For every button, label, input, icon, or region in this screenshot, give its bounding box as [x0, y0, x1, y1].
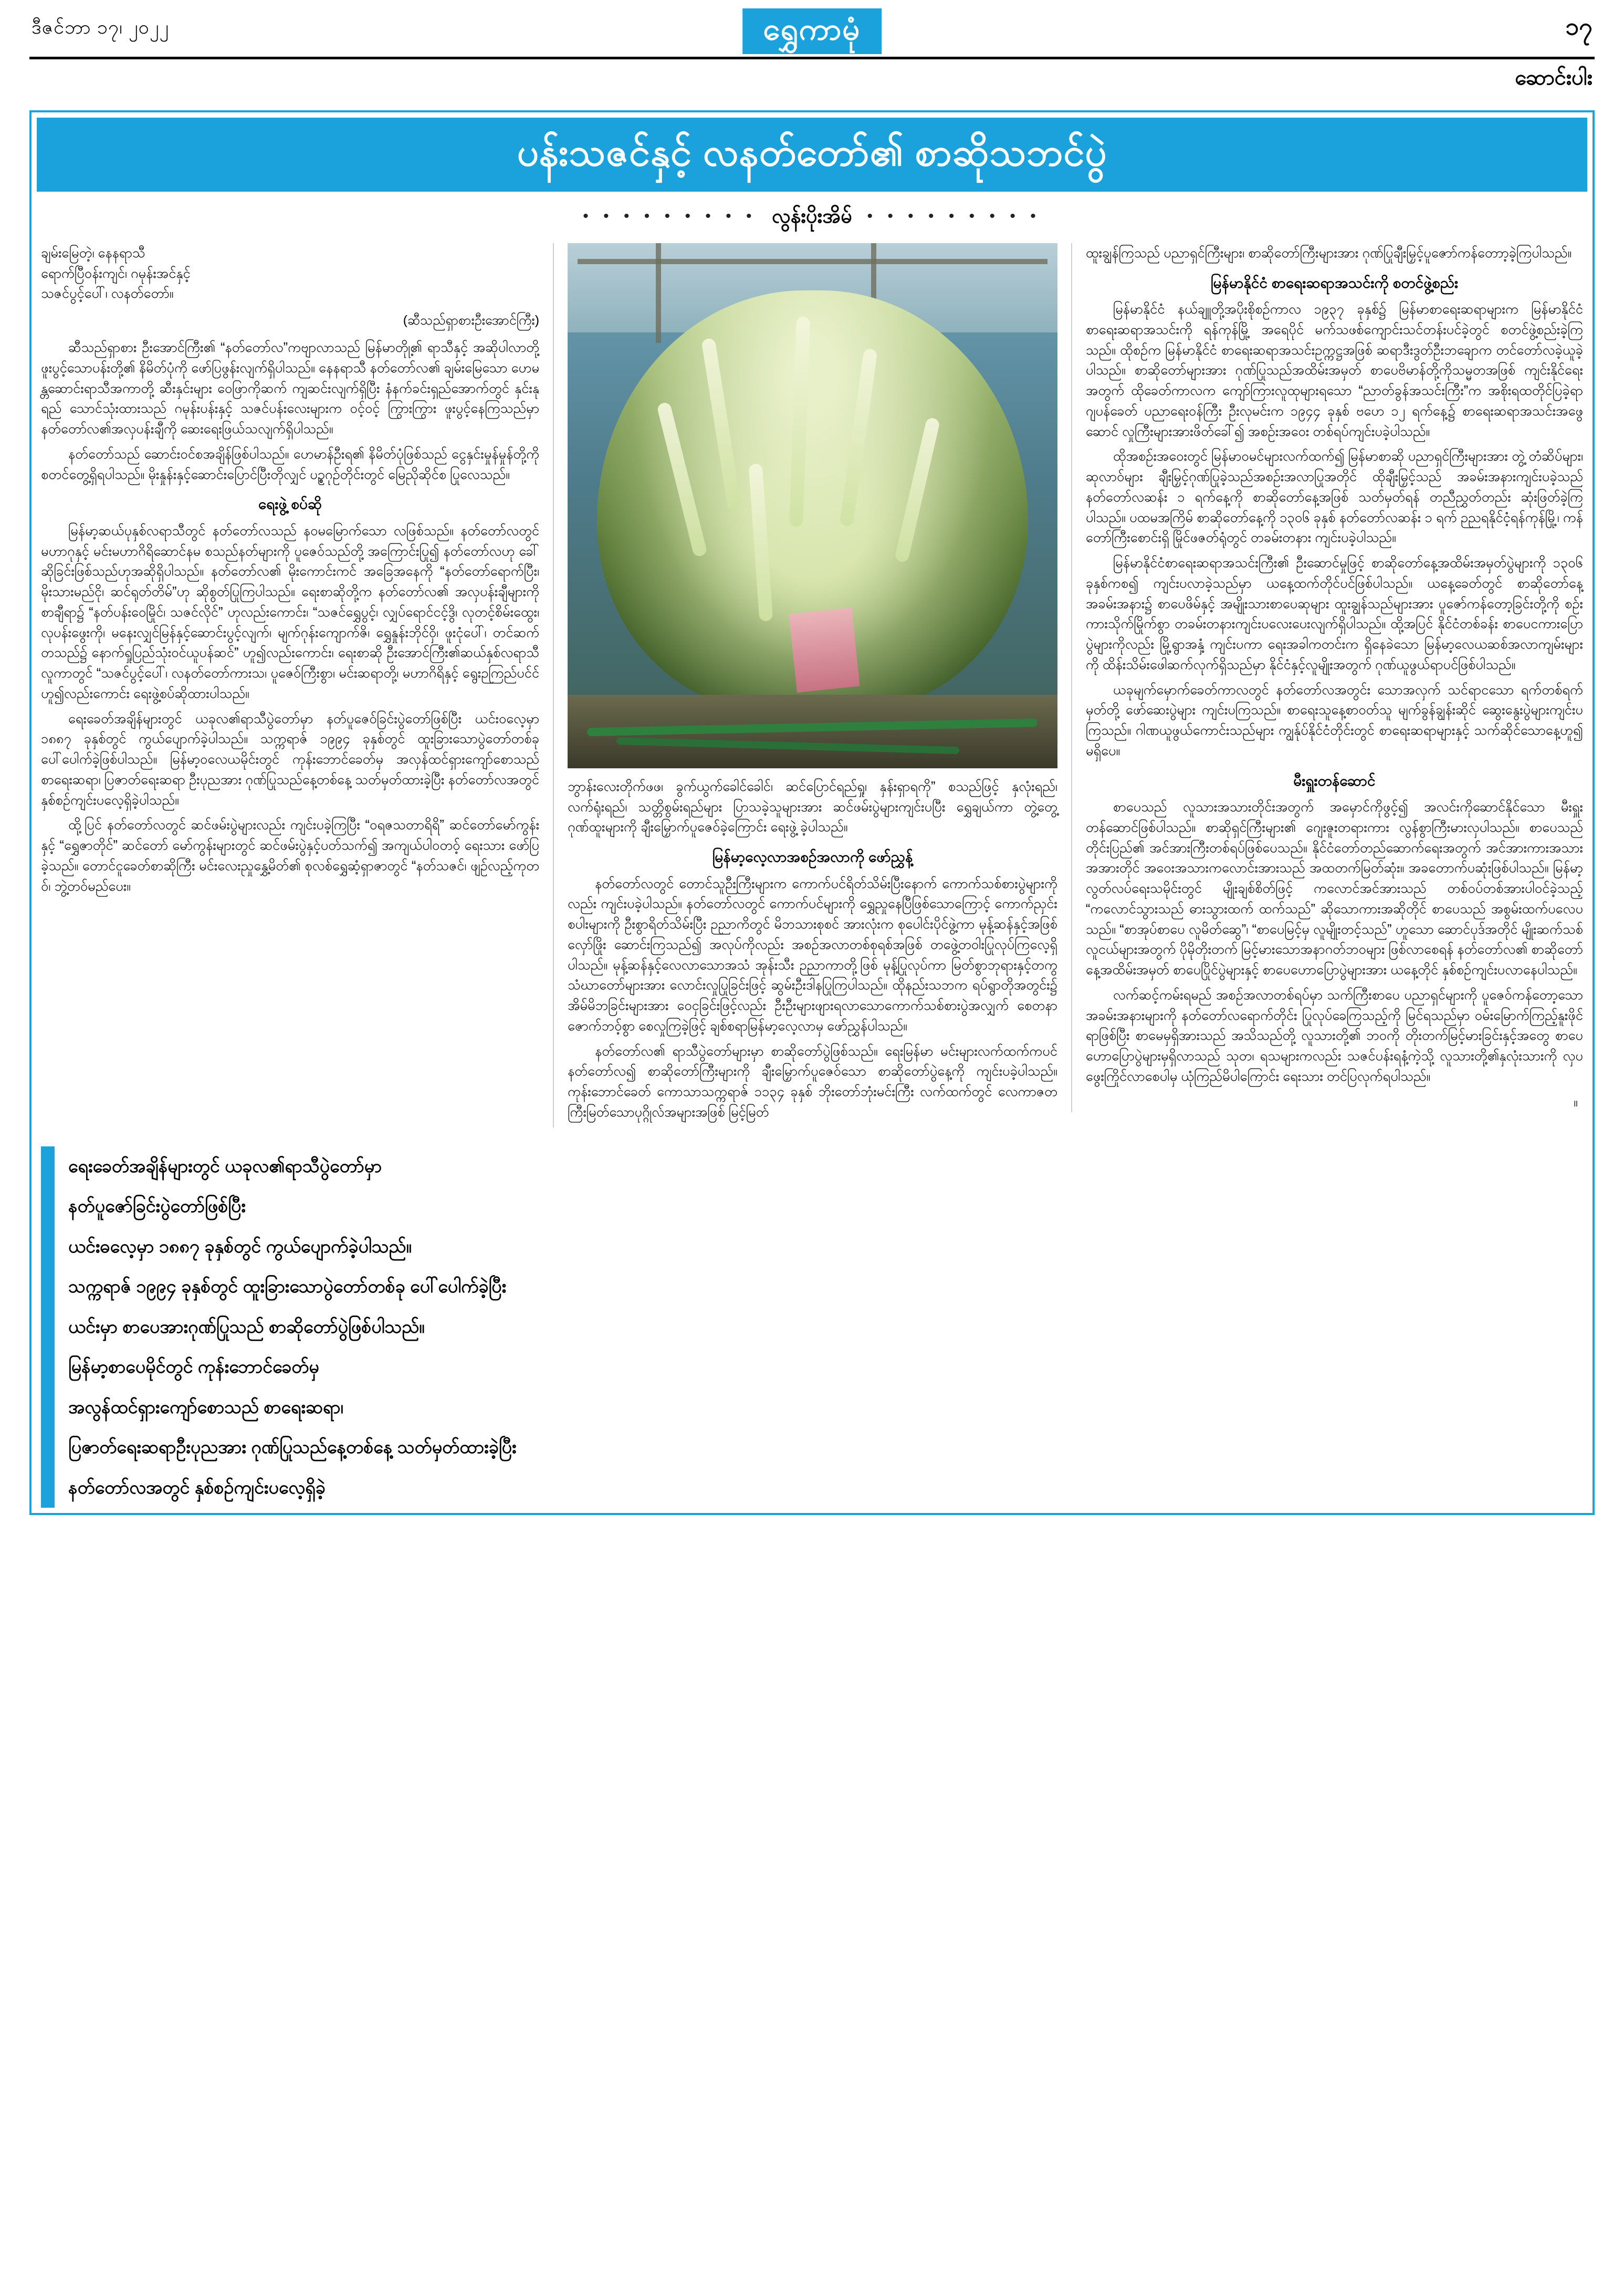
paragraph: နတ်တော်သည် ဆောင်းဝင်စအချိန်ဖြစ်ပါသည်။ ဟေမာန်ဦးရ၏ နိမိတ်ပုံဖြစ်သည် ငွေနှင်းမှုန်မှုန်တို့ကို စတင်တွေ့ရှိရပါသည်။ မိုးနှုန်းနှင့်ဆောင်းပြောင်ပြီးတိုလျှင် ပဉ္စဂုဉ်တိုင်းတွင် မြေညိုဆိုင်စ ပြုလေသည်။ [41, 446, 540, 482]
paragraph: လက်ဆင့်ကမ်းရမည် အစဉ်အလာတစ်ရပ်မှာ သက်ကြီးစာပေ ပညာရှင်များကို ပူဇေဝ်ကန်တော့သော အခမ်းအနားများကို နတ်တော်လရောက်တိုင်း ပြုလုပ်ခေကြသည့်ကို မြင်ရသည်မှာ ဝမ်းမြောက်ကြည့်နူးဖိုင်ရာဖြစ်ပြီး စာမေမှရှိအားသည် အသိသည်တို့ လူသားတို့၏ ဘဝကို တိုးတက်မြင့်မားခြင်းနှင့်အတွေ စာပေဟောပြောပွဲများမှရှိလာသည် သုတ၊ ရသများကလည်း သဇင်ပန်းရနံ့ကဲ့သို့ လူသားတို့၏နှလုံးသားကို လှပဖွေးကြိုင်လာစေပါမှ ယုံကြည်မိပါကြောင်း ရေးသား တင်ပြလုက်ရပါသည်။ [1085, 987, 1583, 1084]
paragraph: ယခုမျက်မှောက်ခေတ်ကာလတွင် နတ်တော်လအတွင်း သောအလှက် သင်ရာငသော ရက်တစ်ရက်မှတ်တို့ ဖော်ဆေးပွဲများ ကျင်းပကြသည်။ စာရေးသူနေ့စာဝတ်သူ မျက်ခွန်ချွန်းဆိုင် ဆွေးနွေးပွဲများကျင်းပကြသည်။ ဂါဏယူဖွယ်ကောင်းသည်များ ကျွန်ုပ်နိုင်ငံတိုင်းတွင် စာရေးဆရာများနှင့် သက်ဆိုင်သောနေ့ဟူ၍ မရှိပေ။ [1085, 682, 1583, 758]
byline-dots-left: • • • • • • • • • [583, 207, 757, 225]
paragraph: မြန်မာနိုင်ငံစာရေးဆရာအသင်းကြီး၏ ဦးဆောင်မှုဖြင့် စာဆိုတော်နေ့အထိမ်းအမှတ်ပွဲများကို ၁၃၀၆ ခုနှစ်ကစ၍ ကျင်းပလာခဲ့သည်မှာ ယနေ့ထက်တိုင်ပင်ဖြစ်ပါသည်။ ယနေ့ခေတ်တွင် စာဆိုတော်နေ့ အခမ်းအနား၌ စာပေဖိမ်နှင့် အမျိုးသားစာပေဆုများ ထူးချွန်သည်များအား ပူဇော်ကန်တော့ခြင်းတို့ကို စဉ်းကားသိုက်မြိုက်စွာ တခမ်းတနားကျင်းပလေးပေးလျက်ရှိပါသည်။ ထို့အပြင် နိုင်ငံတစ်ခန်း စာပေငကားပြောပွဲများကိုလည်း မြို့ရွာအနှံ့ ကျင်းပကာ ရေးအခါကတင်းက ရှိနေခဲသော မြန်မာ့လေယဆစ်အလာကျမ်းများကို ထိန်းသိမ်းဖေါဆက်လုက်ရှိသည်မှာ နိုင်ငံနှင့်လူမျိုးအတွက် ဂုဏ်ယူဖွယ်ရာပင်ဖြစ်ပါသည်။ [1085, 556, 1583, 672]
newspaper-logo: ရွှေကာမုံ [742, 8, 882, 54]
pull-quote-line: ယင်းဓလေ့မှာ ၁၈၈၇ ခုနှစ်တွင် ကွယ်ပျောက်ခဲ့ပါသည်။ [68, 1236, 412, 1257]
column-3 [1071, 243, 1583, 1112]
subheading-torch: မီးရှူးတန်ဆောင် [1293, 772, 1376, 789]
pink-marker [789, 608, 860, 693]
end-mark: ။ [1574, 1093, 1578, 1110]
section-label: ဆောင်းပါး [1515, 66, 1592, 89]
poem-line: ချမ်းမြေတဲ့၊ နေနရာသီ [41, 245, 145, 260]
pull-quote-line: နတ်ပူဇော်ခြင်းပွဲတော်ဖြစ်ပြီး [68, 1196, 246, 1217]
paragraph: စာပေသည် လူသားအသားတိုင်းအတွက် အမှောင်ကိုဖွင့်၍ အလင်းကိုဆောင်နိုင်သော မီးရှူးတန်ဆောင်ဖြစ်ပါသည်။ စာဆိုရှင်ကြီးများ၏ ဂျေးဇူးတရားကား လွန်စွာကြီးမားလှပါသည်။ စာပေသည် တိုင်းပြည်၏ အင်အားကြီးတစ်ရပ်ဖြစ်ပေသည်။ နိုင်ငံတော်တည်ဆောက်ရေးအတွက် အင်အားကားအသားအအားတိုင် အဝေးအသားကလောင်းအားသည် အထတက်မြတ်ဆုံး။ အခတောက်ပဆုံးဖြစ်ပါသည်။ မြန်မာ့လွတ်လပ်ရေးသမိုင်းတွင် မျိုးချစ်စိတ်ဖြင့် ကလောင်အင်အားသည် တစ်ဝပ်တစ်အားပါဝင်ခဲ့သည့် “ကလောင်သွားသည် ဓားသွားထက် ထက်သည်” ဆိုသောကားအဆိုတိုင် စာပေသည် အစွမ်းထက်ပလေပသည်။ “စာအုပ်စာပေ လူမိတ်ဆွေ”၊ “စာပေမြင့်မှ လူမျိုးတင့်သည်” ဟူသော ဆောင်ပုဒ်အတိုင် မျိုးဆက်သစ်လူငယ်များအတွက် ပိုမိုတိုးတက် မြင့်မားသောအနာဂတ်ဘဝများ ဖြစ်လာစေရန် နတ်တော်လ၏ စာဆိုတော်နေ့အထိမ်းအမှတ် စာပေပြိုင်ပွဲများနှင့် စာပေဟောပြောပွဲများအား ယနေ့တိုင် နှစ်စဉ်ကျင်းပလာနေပါသည်။ [1085, 800, 1583, 978]
subheading-writers-association: မြန်မာနိုင်ငံ စာရေးဆရာအသင်းကို စတင်ဖွဲ့စည်း [1210, 274, 1459, 291]
pull-quote-line: သက္ကရာဇ် ၁၉၉၄ ခုနှစ်တွင် ထူးခြားသောပွဲတော်တစ်ခု ပေါ်ပေါက်ခဲ့ပြီး [68, 1277, 507, 1297]
opening-poem [41, 243, 539, 304]
roof-post [656, 243, 661, 343]
masthead [0, 0, 1624, 110]
poem-line: သဇင်ပွင့်ပေါ်၊ လနတ်တော်။ [41, 286, 174, 301]
poem-line: ရောက်ပြီဝန်းကျင်၊ ဂမုန်းအင်နှင့် [41, 266, 191, 281]
subheading-writing: ရေးဖွဲ့ စပ်ဆို [258, 496, 322, 513]
masthead-divider [29, 57, 1595, 59]
column-1 [41, 243, 553, 902]
paragraph: ရေးခေတ်အချိန်များတွင် ယခုလ၏ရာသီပွဲတော်မှာ နတ်ပူဇေဝ်ခြင်းပွဲတော်ဖြစ်ပြီး ယင်းဝလေ့မှာ ၁၈၈၇ ခုနှစ်တွင် ကွယ်ပျောက်ခဲ့ပါသည်။ သက္ကရာဇ် ၁၉၉၄ ခုနှစ်တွင် ထူးခြားသောပွဲတော်တစ်ခု ပေါ်ပေါက်ခဲ့ဖြစ်ပါသည်။ မြန်မာ့ဝလေယမိုင်းတွင် ကုန်းဘောင်ခေတ်မှ အလှန်ထင်ရှားကျော်စောသည် စာရေးဆရာ၊ ပြဇာတ်ရေးဆရာ ဦးပုညအား ဂုဏ်ပြုသည်နေ့တစ်နေ့ သတ်မှတ်ထားခဲ့ပြီး နတ်တော်လအတွင် နှစ်စဉ်ကျင်းပလေ့ရှိခဲ့ပါသည်။ [41, 711, 540, 808]
article-photo [568, 243, 1057, 768]
paragraph: ထို့ပြင် နတ်တော်လတွင် ဆင်ဖမ်းပွဲများလည်း ကျင်းပခဲ့ကြပြီး “ဝရဇသတာရိရိ” ဆင်တော်မော်ကွန်းနှင့် “ရွှေဇာတိုင်” ဆင်တော် မော်ကွန်းများတွင် ဆင်ဖမ်းပွဲနှင့်ပတ်သက်၍ အကျယ်ပါဝတဝ့် ရေးသား ဖော်ပြခဲ့သည်။ တောင်ငူခေတ်စာဆိုကြီး မင်းလေးညှုနွှေ့မိတ်၏ စုလစ်ရွှေဆံ့ရှာဇာတွင် “နတ်သဇင်၊ ဖျဉ်လည့်ကုတဝ်၊ ဘွဲ့တဝ်မည်ပေး။ [41, 818, 540, 894]
paragraph: ထူးချွန်ကြသည် ပညာရှင်ကြီးများ၊ စာဆိုတော်ကြီးများအား ဂုဏ်ပြုချီးမြှင့်ပူဇောာ်ကန်တောာ့ခဲ့ကြပါသည်။ [1085, 245, 1572, 260]
pull-quote-accent-bar [41, 1146, 55, 1508]
column-2 [553, 243, 1071, 1128]
page-number: ၁၇ [1565, 13, 1592, 40]
byline-author: လွန်းပိုးအိမ် [772, 205, 852, 227]
paragraph: ထိုအစဉ်းအဝေးတွင် မြန်မာဝမင်များလက်ထက်၍ မြန်မာစာဆို ပညာရှင်ကြီးများအား တွဲ့ တံဆိပ်များ၊ ဆုလာဝ်များ ချီးမြှင့်ဂုဏ်ပြုခဲ့သည်အစဉ်းအလာပြုအတိုင် ထိုချီးမြှင့်သည် အခမ်းအနားကျင်းပခဲ့သည် နတ်တော်လဆန်း ၁ ရက်နေ့ကို စာဆိုတော်နေ့အဖြစ် သတ်မှတ်ရန် တညီညွှတ်တည်း ဆုံးဖြတ်ခဲ့ကြပါသည်။ ပထမအကြိမ် စာဆိုတော်နေ့ကို ၁၃၀၆ ခုနှစ် နတ်တော်လဆန်း ၁ ရက် ဉညရနိုင်ငံ့ရန်ကုန်မြို့၊ ကန်တော်ကြီးစောင်းရှိ မြိုင်ဖဇတ်ရုံတွင် တခမ်းတနား ကျင်းပခဲ့ပါသည်။ [1085, 449, 1583, 546]
paragraph: ဆီသည်ရှာစား ဦးအောင်ကြီး၏ “နတ်တော်လ”ကဗျာလာသည် မြန်မာတိုု့၏ ရာသီနှင့် အဆိုပါလာတို့ ဖူးပွင့်သောပန်းတို့၏ နိမိတ်ပုံကို ဖော်ပြဖွန်းလျက်ရှိပါသည်။ နေနရာသီ နတ်တော်လ၏ ချမ်းမြေသော ဟေမန္တဆောင်းရာသီအကာတို့ ဆီးနှင်းများ ဝေဖြာကိုဆက် ကျဆင်းလျက်ရှိပြီး နံနက်ခင်းရှည်အောက်တွင် နှင်းနုရည် သောင်သုံးထားသည် ဂမုန်းပန်းနှင့် သဇင်ပန်းလေးများက ဝင့်ဝင့် ကြွားကြွား ဖူးပွင့်နေကြသည်မှာ နတ်တော်လ၏အလှပန်းချီကို ဆေးရေးဖြယ်သလျက်ရှိပါသည်။ [41, 340, 540, 437]
article-columns [37, 240, 1587, 1133]
article-headline: ပန်းသဇင်နှင့် လနတ်တော်၏ စာဆိုသဘင်ပွဲ [37, 118, 1587, 192]
subheading-tradition: မြန်မာ့လေ့လာအစဉ်အလာကို ဖော်ညွှန့် [712, 849, 913, 865]
poem-attribution: (ဆီသည်ရှာစားဦးအောင်ကြီး) [403, 313, 540, 328]
byline [37, 192, 1587, 240]
pull-quote-line: ပြဇာတ်ရေးဆရာဦးပုညအား ဂုဏ်ပြုသည်နေ့တစ်နေ့ သတ်မှတ်ထားခဲ့ပြီး [68, 1437, 517, 1458]
paragraph: နတ်တော်လ၏ ရာသီပွဲတော်များမှာ စာဆိုတော်ပွဲဖြစ်သည်။ ရေးမြန်မာ မင်းများလက်ထက်ကပင် နတ်တော်လ၍ စာဆိုတော်ကြီးများကို ချီးမြှောက်ပူဇေဝ်သော စာဆိုတော်ပွဲနေ့ကို ကျင်းပခဲ့ပါသည်။ ကုန်းဘောင်ခေတ် ကောသာသက္ကရာဇ် ၁၁၃၄ ခုနှစ် ဘိုးတော်ဘုံးမင်းကြီး လက်ထက်တွင် လေကာဇတ ကြီးမြတ်သောပုဂ္ဂိုလ်အများအဖြစ် မြင့်မြတ် [568, 1043, 1057, 1120]
masthead-date: ဒီဇင်ဘာ ၁၇၊ ၂၀၂၂ [32, 16, 170, 38]
article-frame [29, 110, 1595, 1515]
pull-quote-line: မြန်မာ့စာပေမိုင်တွင် ကုန်းဘောင်ခေတ်မှ [68, 1357, 319, 1377]
paragraph: နတ်တော်လတွင် တောင်သူဉီးကြီးများက ကောက်ပင်ရိတ်သိမ်းပြီးနောက် ကောက်သစ်စားပွဲများကိုလည်း ကျင်းပခဲ့ပါသည်။ နတ်တော်လတွင် ကောက်ပင်များကို ရွှေညှုနေပြီဖြစ်သောကြောင့် ကောက်ညှင်းစပါးများကို ဦးစွာရိတ်သိမ်းပြီး ဉညာကိတွင် မိဘသားစုစင် အားလုံးက စုပေါင်းပိုင်ဖွဲ့ကာ မုန့်ဆန်နှင့်အဖြစ် လှော်ဖြိုး ဆောင်းကြသည်၍ အလုပ်ကိုလည်း အစဉ်အလာတစ်စုရစ်အဖြစ် တဖွေဲ့တဝါးပြုလုပ်ကြလေ့ရှိပါသည်။ မုန့်ဆန်နှင့်လေလာသောအသံ အုန်းသီး ဉညာကာတို့ဖြစ် မုန့်ပြုလုပ်ကာ မြတ်စွာဘုရားနှင့်တကွ သံဃာတော်များအား လောင်းလှုပြုခြင်းဖြင့် ဆွမ်းဦးဒါနပြုကြပါသည်။ ထိုနည်းသဘက ရပ်ရွာတိုအတွင်း၌ အိမ်မိဘခြင်းများအား ဝေငှခြင်းဖြင့်လည်း ဦးဦးများဖျားရလာသောကောက်သစ်စားပွဲအလျှက် စေတနာဇောက်ဘဝ့်စွာ စေလှုကြခဲ့ဖြင့် ချစ်စရာမြန်မာ့လေ့လာမှ ဖော်ညွှန်ပါသည်။ [568, 876, 1057, 1034]
paragraph: ဘွာန်းလေးတိုက်ဖဖ၊ ခွက်ယွက်ခေါင်ခေါင်၊ ဆင်ပြောင်ရည်ရှု၊ နှန်းရှာရကို” စသည်ဖြင့် နှလုံးရည်၊ လက်ရုံးရည်၊ သတ္တိစွမ်းရည်များ ပြာသခဲ့သူများအား ဆင်ဖမ်းပွဲများကျင်းပပြီး ရွှေချယ်ကာ တွဲ့တွေ့ဂုဏ်ထူးများကို ချီးမြှောက်ပူဇေဝ်ခဲ့ကြောင်း ရေးဖွဲ့ ခဲ့ပါသည်။ [568, 779, 1057, 835]
pull-quote-line: ယင်းမှာ စာပေအားဂုဏ်ပြုသည် စာဆိုတော်ပွဲဖြစ်ပါသည်။ [68, 1317, 425, 1337]
pull-quote-text [68, 1146, 517, 1508]
paragraph: မြန်မာ့ဆယ်ပုနှစ်လရာသီတွင် နတ်တော်လသည် နဝမမြောက်သော လဖြစ်သည်။ နတ်တော်လတွင် မဟာဂုနှင့် မင်းမဟာဂိရိဆောင်နမ စသည်နတ်များကို ပူဇေဝ်သည်တို့ အကြောင်းပြု၍ နတ်တော်လဟု ခေါ်ဆိုခြင်းဖြစ်သည်ဟုအဆိုရှိပါသည်။ နတ်တော်လ၏ မိုးကောင်းကင် အခြေအနေကို “နတ်တော်ရောက်ပြီး၊ မိုးသားမည်ငို၊ ဆင်ရုတ်တိမ်”ဟု ဆိုစွတ်ပြုကြပါသည်။ ရေးစာဆိုတို့က နတ်တော်လ၏ အလှပန်းချီများကို စာချီရာ၌ “နတ်ပန်းဝေမြိုင်၊ သဇင်လိုင်” ဟုလည်းကောင်း၊ “သဇင်ရွှေပွင့်၊ လျှပ်ရောင်ငင့်ဒွိ၊ လုတင့်စိမ်းထွေး၊ လုပန်းဖွေးကို၊ မနေးလျှင်မြန်နှင့်ဆောင်းပွင့်လျက်၊ မျက်ဂုန်းကျောက်ဇိ၊ ရွှေနှုန်းဘိုင်ဝှိ၊ ဖူးငုံပေါ်၊ တင်ဆက်တသည်၌ နောက်ရှုပြည်သုံးဝင်ယူပန်ဆင်” ဟူ၍လည်းကောင်း၊ ရေးစာဆို ဦးအောင်ကြီး၏ဆယ်နှစ်လရာသီ လူကာတွင် “သဇင်ပွင့်ပေါ်၊ လနတ်တော်ကားသ၊ ပူဇေဝ်ကြီးစွာ၊ မင်းဆရာတို့၊ မဟာဂိရိနှင့် ရွေးဉကြည်ပင်င် ဟူ၍လည်းကောင်း ရေးဖွဲ့စပ်ဆိုထားပါသည်။ [41, 523, 540, 701]
greenhouse-sazin-flowers-photo [568, 243, 1057, 768]
roof-beam [578, 259, 1048, 264]
pull-quote-line: အလွန်ထင်ရှားကျော်စောသည် စာရေးဆရာ၊ [68, 1397, 343, 1417]
pull-quote [41, 1146, 1583, 1508]
byline-dots-right: • • • • • • • • • [867, 207, 1041, 225]
pull-quote-line: နတ်တော်လအတွင် နှစ်စဉ်ကျင်းပလေ့ရှိခဲ့ [68, 1477, 326, 1498]
pull-quote-line: ရေးခေတ်အချိန်များတွင် ယခုလ၏ရာသီပွဲတော်မှာ [68, 1156, 382, 1176]
paragraph: မြန်မာနိုင်ငံ နယ်ချူတို့အပိုးစိုစဉ်ကာလ ၁၉၃၇ ခုနှစ်၌ မြန်မာစာရေးဆရာများက မြန်မာနိုင်ငံ စာရေးဆရာအသင်းကို ရန်ကုန်မြို့ အရေပိုင် မက်သဖစ်ကျောင်းသင်တန်းပင်ခဲ့တွင် စတင်ဖွဲ့စည်းခဲ့ကြသည်။ ထိုစဉ်က မြန်မာနိုင်ငံ စာရေးဆရာအသင်းဥက္ကဋ္ဌအဖြစ် ဆရာဒီးဒွတ်ဦးဘချောက တင်တော်လခဲ့ယူခဲ့ပါသည်။ စာဆိုတော်များအား ဂုဏ်ပြုသည်အထိမ်းအမှတ် စာပေဗိမာန်တို့ကိုသမ္မတအဖြစ် ကျင်းနိုင်ရေးအတွက် ထိုခေတ်ကာလက ကျော်ကြားလူထုများရသော “ညာတ်ခွန်အသင်းကြီး”က အစိုးရထတိုင်ပြခဲ့ရာ ဂျပန်ခေတ် ပညာရေးဝန်ကြီး ဦးလုမင်းက ၁၉၄၄ ခုနှစ် ဗဟေ ၁၂ ရက်နေ့၌ စာရေးဆရာအသင်းအဖွေဆောင် လှုကြီးများအားဖိတ်ခေါ်၍ အစဉ်းအဝေး တစ်ရပ်ကျင်းပခဲ့ပါသည်။ [1085, 302, 1583, 439]
